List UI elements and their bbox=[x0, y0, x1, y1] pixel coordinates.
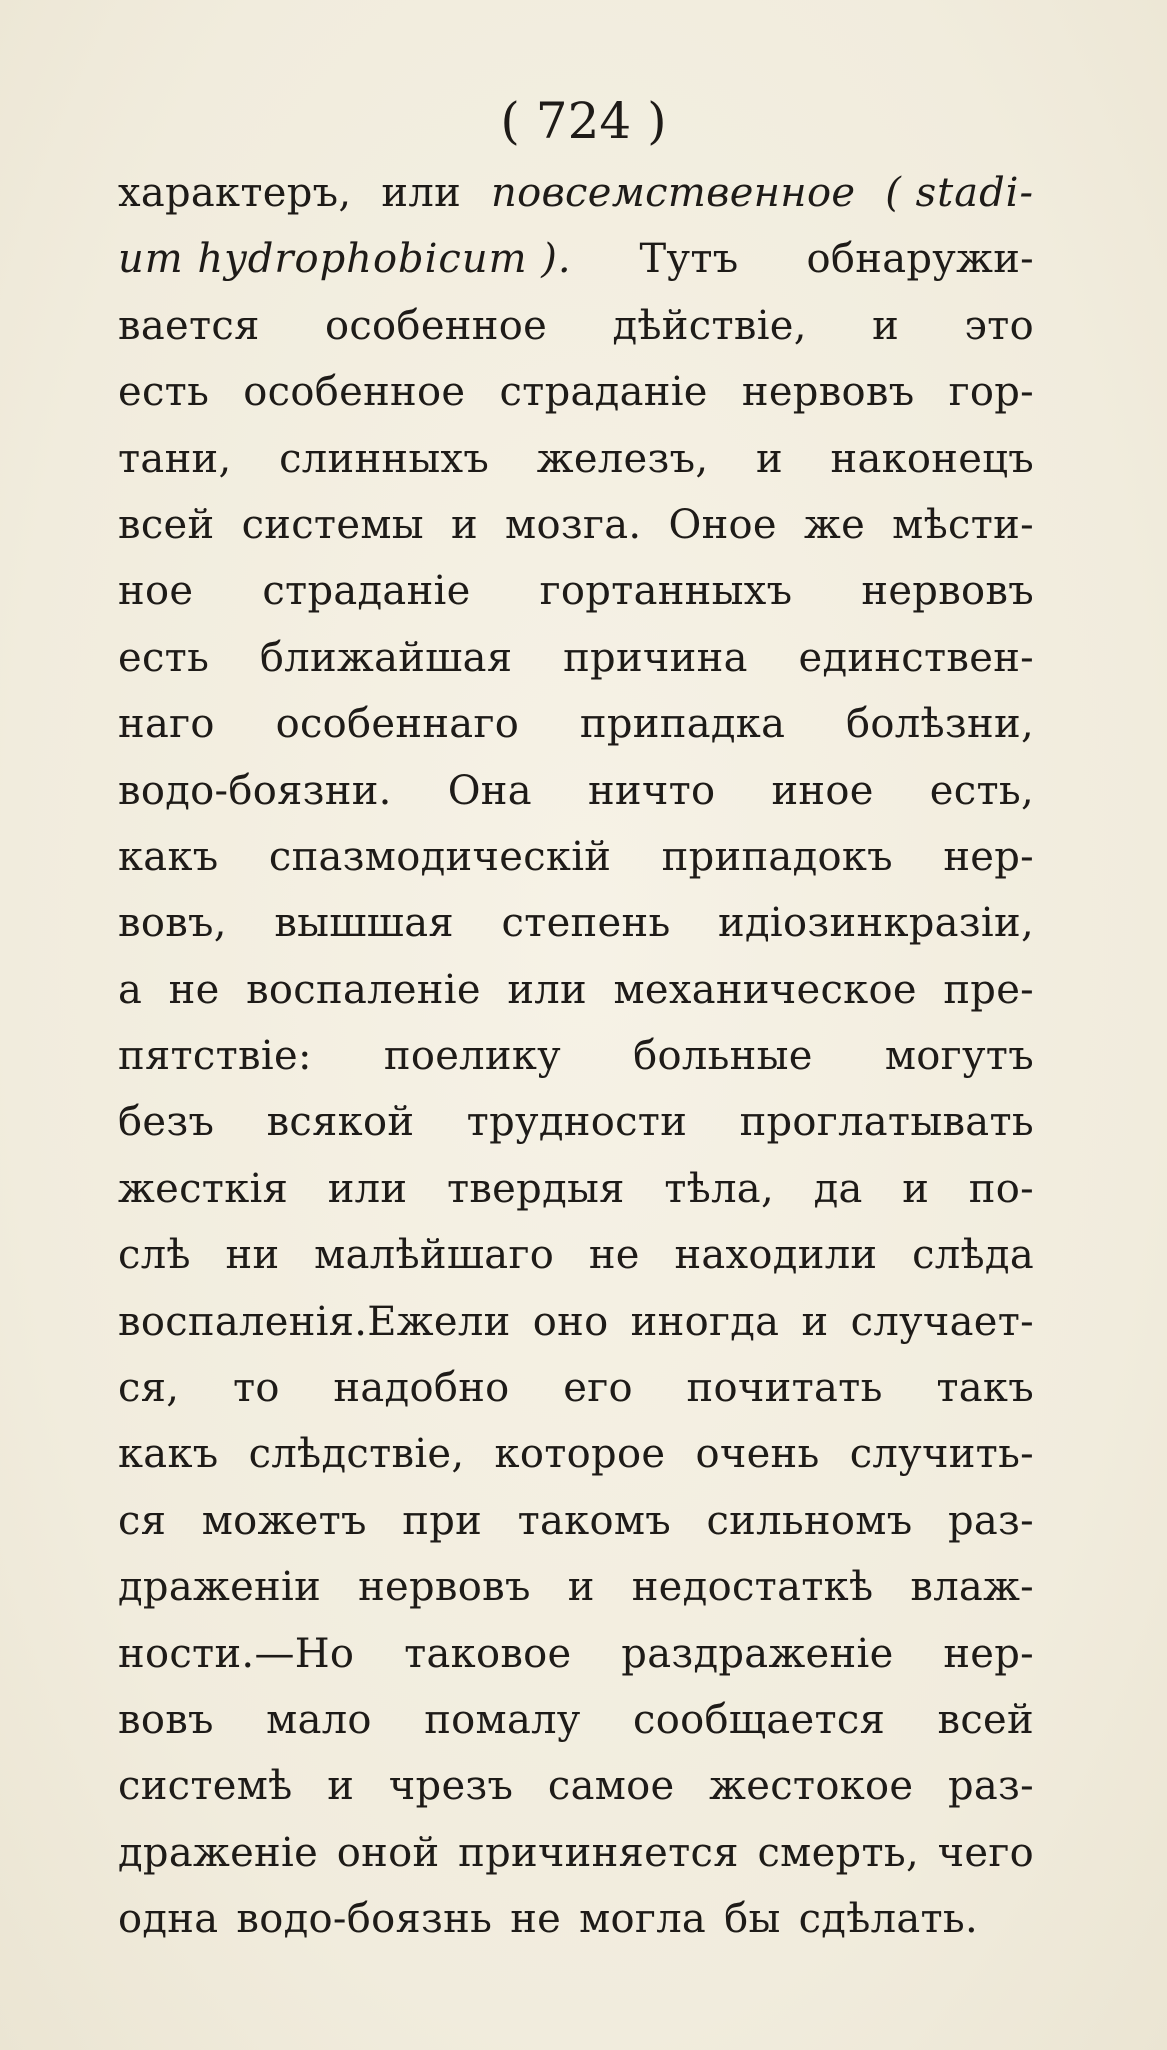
text-line bbox=[118, 359, 1034, 425]
word: наго bbox=[118, 701, 215, 748]
word: болѣзни, bbox=[846, 701, 1034, 748]
word: особенное bbox=[324, 302, 548, 349]
word: случает- bbox=[850, 1298, 1034, 1345]
word: характеръ, bbox=[118, 170, 352, 216]
word: повсемственное bbox=[491, 170, 856, 216]
word: водо-боязни. bbox=[118, 767, 392, 814]
word: больные bbox=[633, 1033, 813, 1080]
text-line bbox=[118, 293, 1034, 359]
word: оной bbox=[336, 1829, 440, 1876]
word: страданіе bbox=[499, 369, 708, 416]
word: иногда bbox=[630, 1298, 780, 1345]
word: не bbox=[510, 1896, 562, 1943]
word: системы bbox=[241, 501, 424, 548]
word: чего bbox=[937, 1829, 1034, 1876]
word: особенное bbox=[243, 369, 466, 416]
word: или bbox=[381, 170, 462, 216]
word: причина bbox=[563, 634, 748, 681]
word: степень bbox=[501, 900, 671, 947]
text-line bbox=[118, 1089, 1034, 1155]
word: ничто bbox=[587, 767, 716, 814]
word: Тутъ bbox=[639, 236, 739, 283]
word: находили bbox=[674, 1232, 878, 1279]
word: и bbox=[872, 302, 900, 349]
word: всей bbox=[118, 501, 215, 548]
text-line bbox=[118, 1023, 1034, 1089]
word: дѣйствіе, bbox=[612, 302, 807, 349]
word: обнаружи- bbox=[806, 236, 1034, 283]
text-line bbox=[118, 758, 1034, 824]
word: мозга. bbox=[505, 501, 642, 548]
word: вышшая bbox=[274, 900, 454, 947]
word: таковое bbox=[404, 1630, 572, 1677]
word: всей bbox=[937, 1696, 1034, 1743]
word: um hydrophobicum ). bbox=[118, 236, 572, 283]
word: пятствіе: bbox=[118, 1033, 312, 1080]
word: да bbox=[813, 1165, 863, 1212]
text-line bbox=[118, 226, 1034, 292]
word: сдѣлать. bbox=[798, 1896, 979, 1943]
word: Оное bbox=[668, 501, 777, 548]
word: ности.—Но bbox=[118, 1630, 355, 1677]
word: драженіи bbox=[118, 1564, 322, 1611]
text-line bbox=[118, 1222, 1034, 1288]
word: такъ bbox=[936, 1365, 1034, 1412]
word: страданіе bbox=[262, 568, 471, 615]
text-line bbox=[118, 1355, 1034, 1421]
word: и bbox=[450, 501, 478, 548]
word: иное bbox=[771, 767, 874, 814]
word: есть bbox=[118, 369, 210, 416]
word: влаж- bbox=[910, 1564, 1034, 1611]
word: нер- bbox=[943, 1630, 1034, 1677]
word: то bbox=[232, 1365, 280, 1412]
text-line bbox=[118, 1687, 1034, 1753]
word: или bbox=[327, 1165, 408, 1212]
word: одна bbox=[118, 1896, 219, 1943]
word: такомъ bbox=[517, 1497, 671, 1544]
word: поелику bbox=[383, 1033, 561, 1080]
word: могутъ bbox=[884, 1033, 1034, 1080]
word: единствен- bbox=[798, 634, 1034, 681]
word: которое bbox=[494, 1431, 666, 1478]
word: случить- bbox=[849, 1431, 1034, 1478]
word: жесткія bbox=[118, 1165, 289, 1212]
text-line bbox=[118, 890, 1034, 956]
word: не bbox=[588, 1232, 640, 1279]
word: можетъ bbox=[201, 1497, 367, 1544]
word: слѣ bbox=[118, 1232, 191, 1279]
word: Она bbox=[447, 767, 532, 814]
word: чрезъ bbox=[388, 1763, 514, 1810]
word: раз- bbox=[948, 1763, 1034, 1810]
text-line bbox=[118, 1621, 1034, 1687]
text-line bbox=[118, 492, 1034, 558]
word: припадокъ bbox=[661, 833, 893, 880]
word: безъ bbox=[118, 1099, 215, 1146]
text-line bbox=[118, 1753, 1034, 1819]
word: системѣ bbox=[118, 1763, 293, 1810]
word: тани, bbox=[118, 435, 232, 482]
word: припадка bbox=[579, 701, 786, 748]
text-line bbox=[118, 1554, 1034, 1620]
word: по- bbox=[968, 1165, 1034, 1212]
word: и bbox=[755, 435, 783, 482]
word: а bbox=[118, 966, 143, 1013]
word: раз- bbox=[947, 1497, 1034, 1544]
word: его bbox=[563, 1365, 633, 1412]
word: ся, bbox=[118, 1365, 180, 1412]
word: гортанныхъ bbox=[539, 568, 793, 615]
word: почитать bbox=[686, 1365, 883, 1412]
word: есть, bbox=[929, 767, 1034, 814]
word: вовъ, bbox=[118, 900, 227, 947]
word: причиняется bbox=[458, 1829, 739, 1876]
word: проглатывать bbox=[739, 1099, 1034, 1146]
text-line bbox=[118, 691, 1034, 757]
word: при bbox=[402, 1497, 483, 1544]
text-line bbox=[118, 1820, 1034, 1886]
word: воспаленіе bbox=[246, 966, 481, 1013]
word: могла bbox=[579, 1896, 707, 1943]
word: самое bbox=[547, 1763, 675, 1810]
text-line bbox=[118, 1886, 1034, 1952]
word: тѣла, bbox=[664, 1165, 774, 1212]
word: идіозинкразіи, bbox=[718, 900, 1034, 947]
word: драженіе bbox=[118, 1829, 319, 1876]
word: особеннаго bbox=[275, 701, 520, 748]
body-text bbox=[118, 160, 1034, 1953]
word: вовъ bbox=[118, 1696, 214, 1743]
word: слѣдствіе, bbox=[248, 1431, 465, 1478]
word: ( stadi- bbox=[885, 170, 1034, 216]
word: же bbox=[804, 501, 866, 548]
text-line bbox=[118, 1488, 1034, 1554]
word: нервовъ bbox=[861, 568, 1034, 615]
word: малѣйшаго bbox=[314, 1232, 555, 1279]
word: наконецъ bbox=[830, 435, 1034, 482]
word: или bbox=[507, 966, 587, 1013]
word: пре- bbox=[943, 966, 1034, 1013]
word: трудности bbox=[466, 1099, 688, 1146]
text-line bbox=[118, 1421, 1034, 1487]
word: нервовъ bbox=[358, 1564, 531, 1611]
text-line bbox=[118, 957, 1034, 1023]
word: мѣсти- bbox=[892, 501, 1034, 548]
word: ни bbox=[225, 1232, 280, 1279]
page-number: ( 724 ) bbox=[500, 92, 667, 150]
word: какъ bbox=[118, 833, 219, 880]
word: слинныхъ bbox=[279, 435, 490, 482]
word: вается bbox=[118, 302, 260, 349]
word: и bbox=[567, 1564, 595, 1611]
text-line bbox=[118, 824, 1034, 890]
word: жестокое bbox=[709, 1763, 914, 1810]
word: нер- bbox=[943, 833, 1034, 880]
word: мало bbox=[266, 1696, 372, 1743]
word: твердыя bbox=[446, 1165, 625, 1212]
word: ближайшая bbox=[259, 634, 513, 681]
word: есть bbox=[118, 634, 210, 681]
text-line bbox=[118, 558, 1034, 624]
word: и bbox=[902, 1165, 930, 1212]
word: раздраженіе bbox=[621, 1630, 894, 1677]
word: водо-боязнь bbox=[236, 1896, 493, 1943]
word: это bbox=[964, 302, 1034, 349]
word: и bbox=[801, 1298, 829, 1345]
word: спазмодическій bbox=[268, 833, 612, 880]
word: надобно bbox=[333, 1365, 510, 1412]
word: ное bbox=[118, 568, 194, 615]
word: бы bbox=[724, 1896, 781, 1943]
word: воспаленія.Ежели bbox=[118, 1298, 511, 1345]
word: помалу bbox=[424, 1696, 581, 1743]
word: какъ bbox=[118, 1431, 219, 1478]
text-line bbox=[118, 1156, 1034, 1222]
word: не bbox=[168, 966, 220, 1013]
word: нервовъ bbox=[741, 369, 915, 416]
word: железъ, bbox=[536, 435, 709, 482]
word: недостаткѣ bbox=[631, 1564, 874, 1611]
word: оно bbox=[532, 1298, 609, 1345]
word: ся bbox=[118, 1497, 167, 1544]
word: всякой bbox=[266, 1099, 415, 1146]
word: сильномъ bbox=[706, 1497, 913, 1544]
word: смерть, bbox=[757, 1829, 919, 1876]
word: слѣда bbox=[912, 1232, 1034, 1279]
word: и bbox=[327, 1763, 355, 1810]
text-line bbox=[118, 160, 1034, 226]
word: сообщается bbox=[633, 1696, 886, 1743]
word: гор- bbox=[948, 369, 1034, 416]
word: механическое bbox=[613, 966, 917, 1013]
word: очень bbox=[695, 1431, 820, 1478]
text-line bbox=[118, 625, 1034, 691]
text-line bbox=[118, 426, 1034, 492]
text-line bbox=[118, 1289, 1034, 1355]
